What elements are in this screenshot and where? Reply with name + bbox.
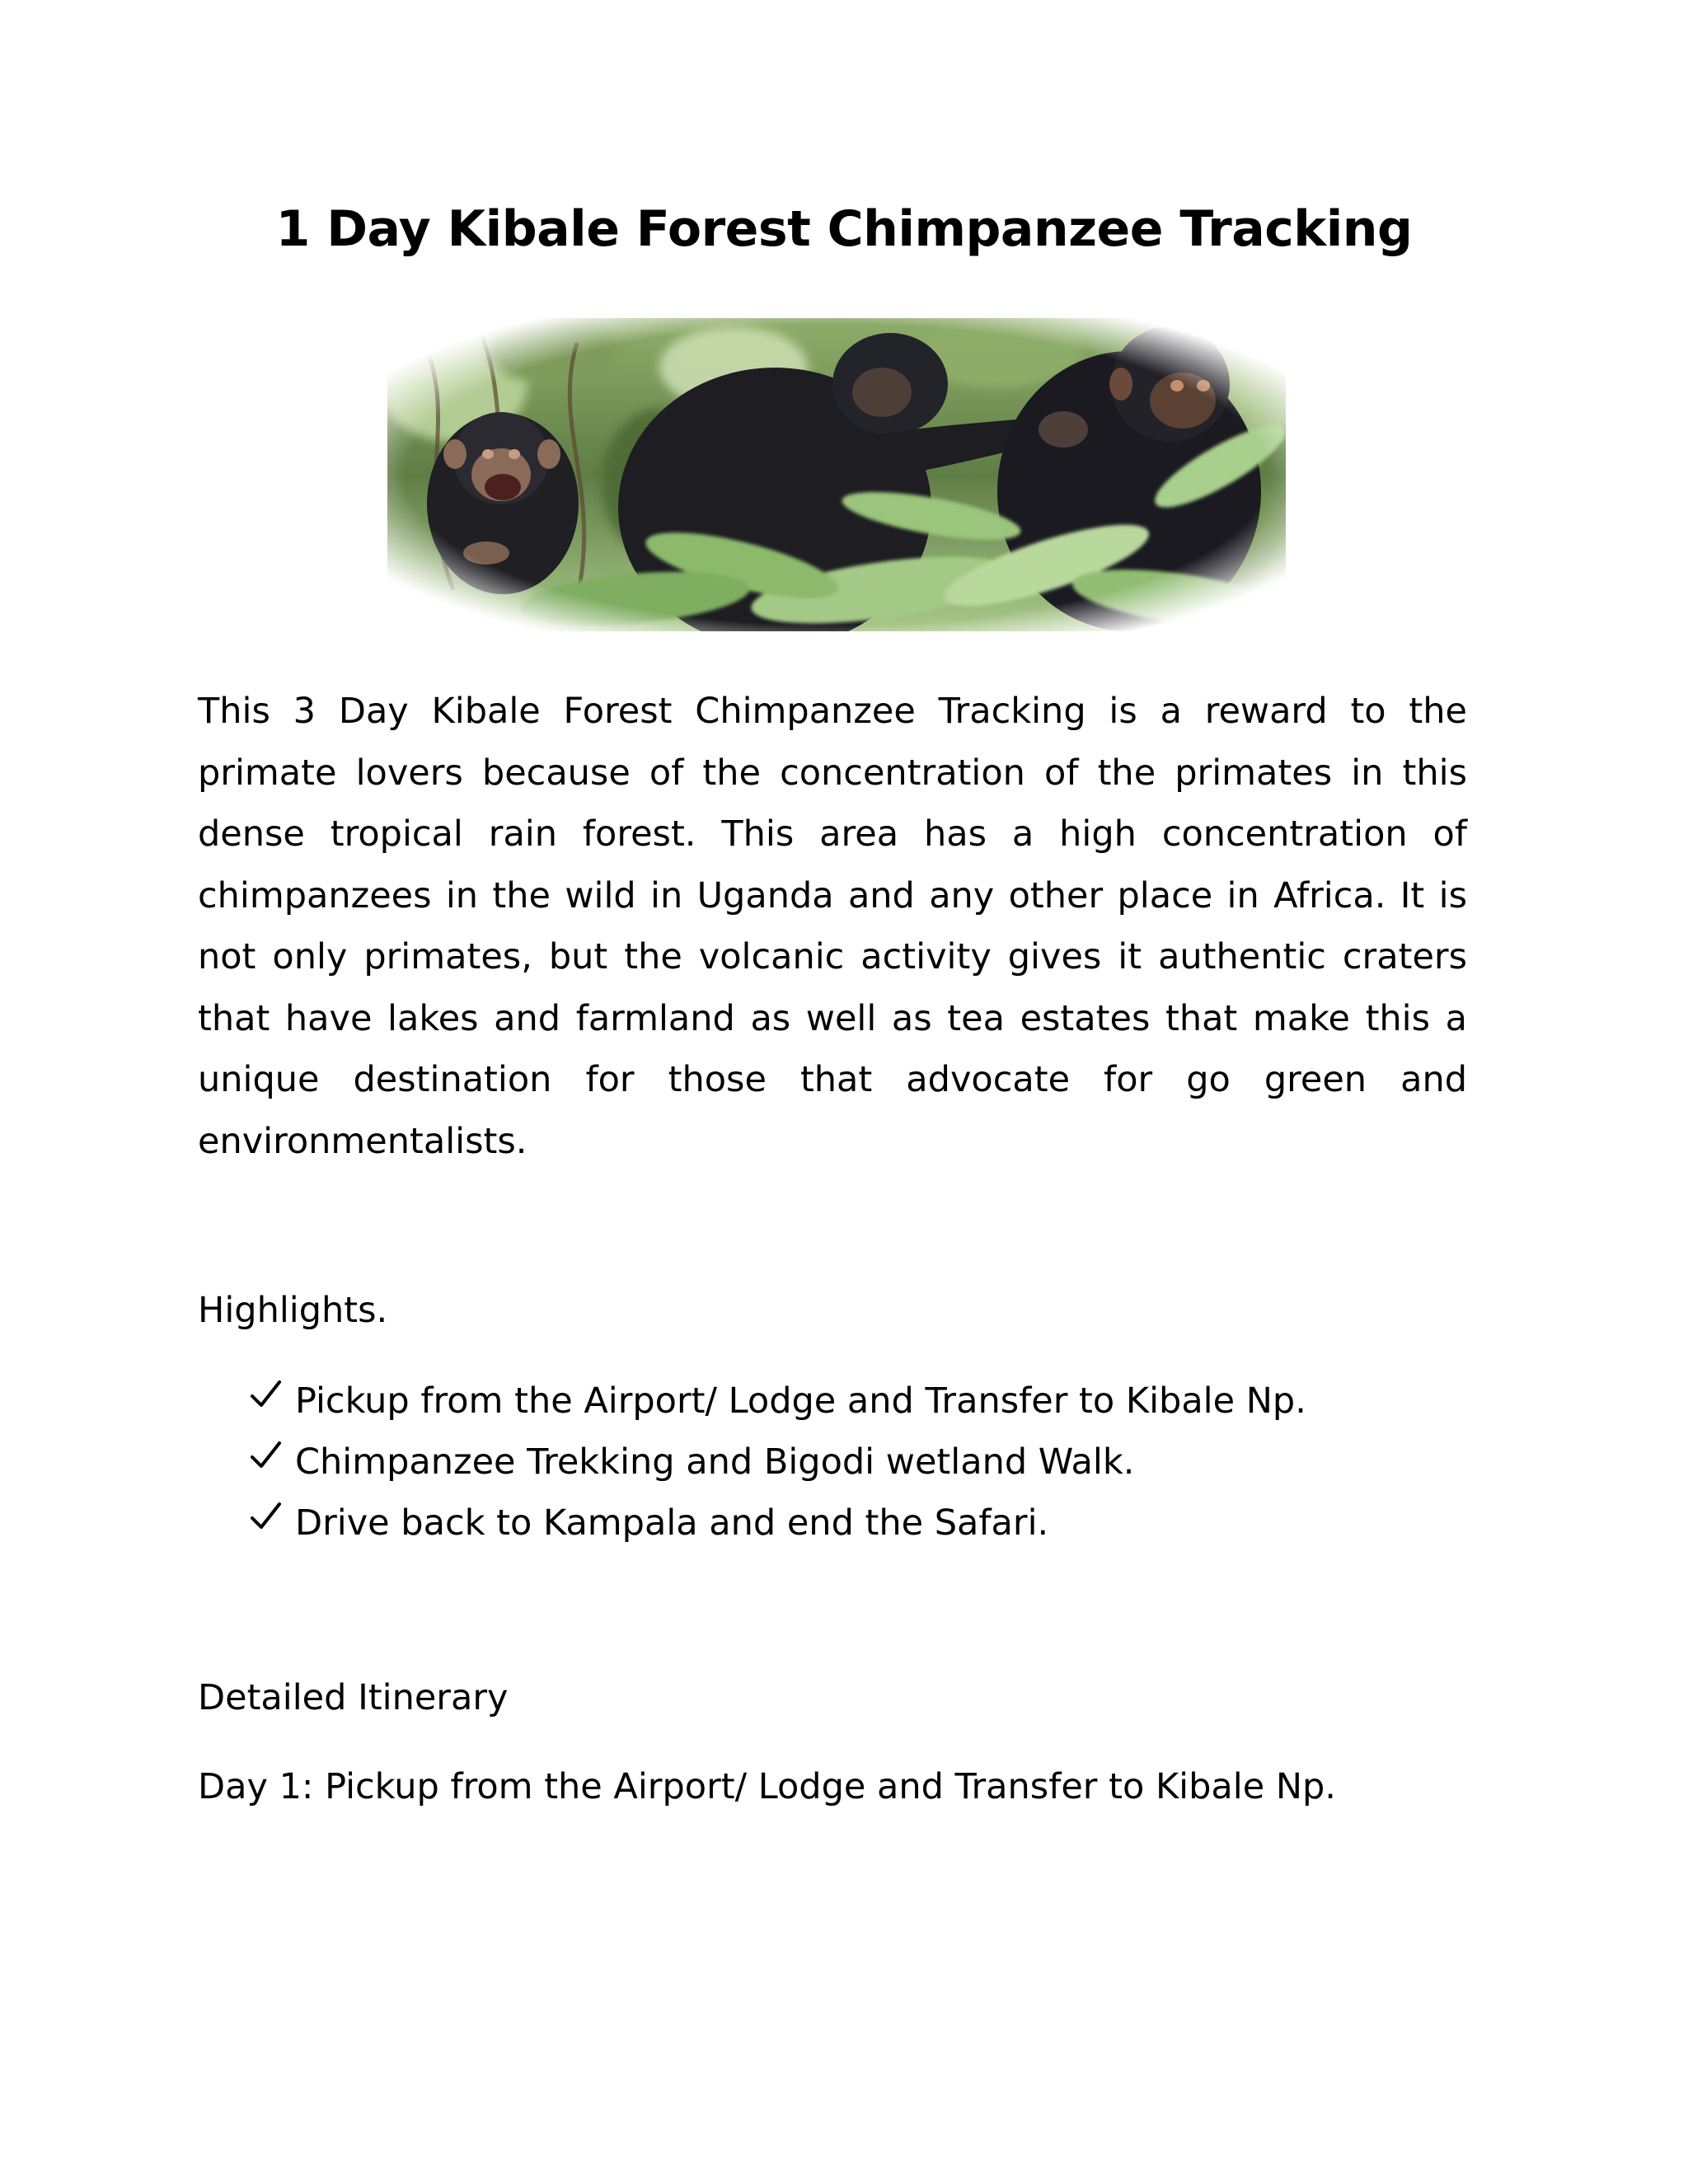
list-item — [198, 1376, 1306, 1437]
itinerary-day-1: Day 1: Pickup from the Airport/ Lodge and Transfer to Kibale Np. — [198, 1766, 1336, 1807]
highlights-heading: Highlights. — [198, 1290, 388, 1331]
list-item — [198, 1498, 1306, 1559]
highlight-text: Drive back to Kampala and end the Safari. — [295, 1502, 1049, 1544]
page-title: 1 Day Kibale Forest Chimpanzee Tracking — [275, 200, 1413, 258]
highlight-text: Pickup from the Airport/ Lodge and Transfer to Kibale Np. — [295, 1380, 1306, 1422]
highlights-list — [198, 1376, 1306, 1559]
intro-paragraph: This 3 Day Kibale Forest Chimpanzee Tracking is a reward to the primate lovers because of the concentration of the primates in this dense tropical rain forest. This area has a high concentration of chimpanzees in the wild in Uganda and any other place in Africa. It is not only primates, but the volcanic activity gives it authentic craters that have lakes and farmland as well as tea estates that make this a unique destination for those that advocate for go green and environmentalists. — [198, 691, 1467, 1162]
hero-image — [387, 318, 1286, 631]
check-icon — [249, 1500, 282, 1533]
check-icon — [249, 1439, 282, 1472]
highlight-text: Chimpanzee Trekking and Bigodi wetland Walk. — [295, 1441, 1135, 1483]
itinerary-heading: Detailed Itinerary — [198, 1677, 509, 1718]
chimpanzee-photo — [387, 318, 1286, 631]
list-item — [198, 1437, 1306, 1498]
check-icon — [249, 1378, 282, 1411]
